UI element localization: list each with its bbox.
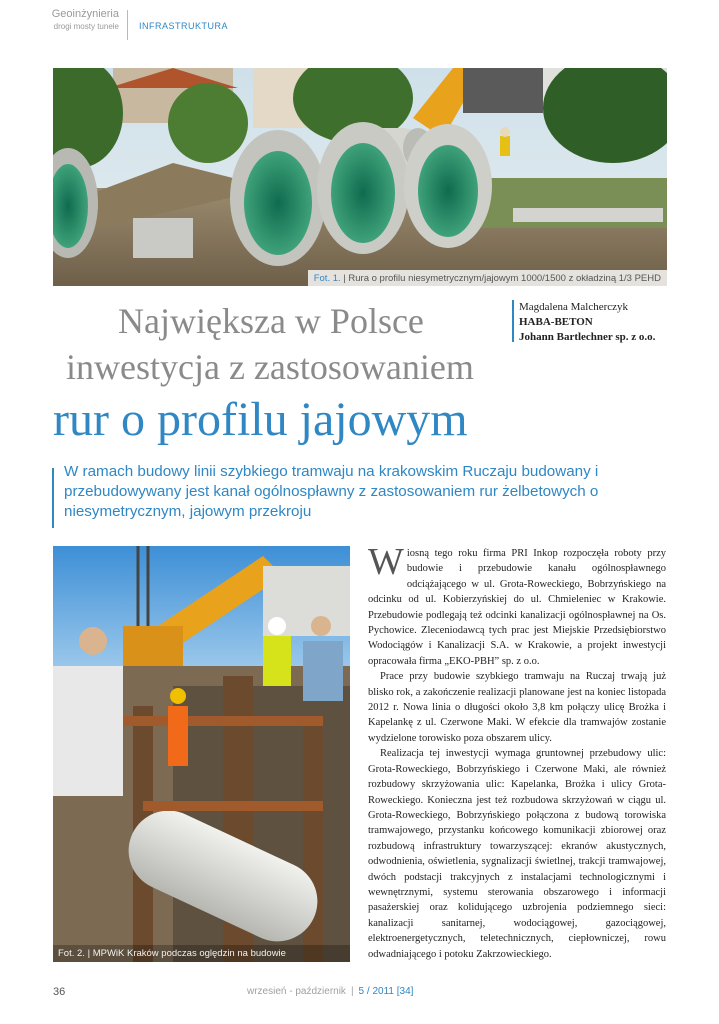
photo1-caption-text: Rura o profilu niesymetrycznym/jajowym 1000/1500 z okładziną 1/3 PEHD	[348, 273, 661, 284]
section-label: INFRASTRUKTURA	[139, 21, 229, 31]
photo2-caption	[53, 945, 350, 962]
article-body	[368, 541, 666, 962]
issue-info	[247, 986, 413, 997]
drop-cap: W	[368, 541, 404, 583]
article-lead: W ramach budowy linii szybkiego tramwaju na krakowskim Ruczaju budowany i przebudowywany jest kanał ogólnospławny z zastosowaniem rur żelbetowych o niesymetrycznym, jajowym przekroju	[64, 463, 599, 520]
author-company: HABA-BETON	[519, 316, 593, 328]
photo-inspection-image	[53, 546, 350, 962]
article-title-line2: inwestycja z zastosowaniem	[66, 347, 474, 387]
photo1-caption-separator: |	[343, 273, 346, 284]
article-paragraph-1	[368, 541, 666, 669]
photo-egg-pipes-image	[53, 68, 667, 286]
brand-tagline: drogi mosty tunele	[53, 22, 119, 31]
article-paragraph-1-text: iosną tego roku firma PRI Inkop rozpoczęła roboty przy budowie i przebudowie kanału ogólnospławnego odciążającego w ul. Grota-Roweckiego, Bobrzyńskiego na odcinku od ul. Kobierzyńskiej do ul. Chmieleniec w Krakowie. Przebudowie podlegają też odcinki kanalizacji ogólnospławnej na Os. Pychowice. Zleceniodawcą tych prac jest Miejskie Przedsiębiorstwo Wodociągów i Kanalizacji S.A. w Krakowie, a projekt inwestycji opracowała firma „EKO-PBH” sp. z o.o.	[368, 548, 666, 667]
photo-inspection	[53, 546, 350, 962]
article-paragraph-2: Prace przy budowie szybkiego tramwaju na Ruczaj trwają już blisko rok, a zakończenie realizacji planowane jest na koniec listopada 2012 r. Nowa linia o długości około 3,8 km połączy ulicę Brożka i Kapelankę z ul. Czerwone Maki. W efekcie dla tramwajów zostanie wydzielone torowisko poza obszarem ulicy.	[368, 671, 666, 744]
author-name: Magdalena Malcherczyk	[519, 301, 629, 313]
magazine-brand	[52, 8, 119, 32]
photo2-caption-number: Fot. 2.	[58, 948, 85, 959]
header-divider	[127, 10, 128, 40]
issue-months: wrzesień - październik	[247, 986, 346, 997]
page-number: 36	[53, 986, 66, 998]
photo1-caption	[308, 270, 667, 286]
photo2-caption-separator: |	[87, 948, 91, 959]
article-title-line3: rur o profilu jajowym	[53, 393, 468, 446]
issue-number: 5 / 2011 [34]	[358, 986, 414, 997]
photo1-caption-number: Fot. 1.	[313, 273, 341, 284]
author-block	[519, 300, 655, 345]
photo2-caption-text: MPWiK Kraków podczas oględzin na budowie	[92, 948, 286, 959]
lead-divider	[52, 468, 54, 528]
author-company-full: Johann Bartlechner sp. z o.o.	[519, 331, 656, 343]
brand-name: Geoinżynieria	[51, 8, 119, 20]
author-divider	[512, 300, 514, 342]
article-title-line1: Największa w Polsce	[118, 301, 424, 341]
issue-separator: |	[350, 986, 354, 997]
article-paragraph-3: Realizacja tej inwestycji wymaga gruntownej przebudowy ulic: Grota-Roweckiego, Bobrzyńskiego i Czerwone Maki, ale również rozbudowy skrzyżowania ulic: Kapelanka, Brożka i ulicy Grota-Roweckiego. Konieczna jest też rozbudowa skrzyżowań w ciągu ul. Grota-Roweckiego, Bobrzyńskiego połączona z budową torowiska tramwajowego, przystanku końcowego komunikacji zbiorowej oraz rozbudową infrastruktury towarzyszącej: ekranów akustycznych, odwodnienia, oświetlenia, sygnalizacji świetlnej, trakcji tramwajowej, dwóch podstacji trakcyjnych z instalacjami technologicznymi i wewnętrznymi, systemu sterowania obszarowego i informacji pasażerskiej oraz kolidującego uzbrojenia podziemnego sieci: kanalizacji sanitarnej, wodociągowej, gazociągowej, elektroenergetycznych, teletechnicznych, ciepłowniczej, rowu odwadniającego i potoku Zakrzowieckiego.	[368, 748, 666, 960]
photo-egg-pipes	[53, 68, 667, 286]
